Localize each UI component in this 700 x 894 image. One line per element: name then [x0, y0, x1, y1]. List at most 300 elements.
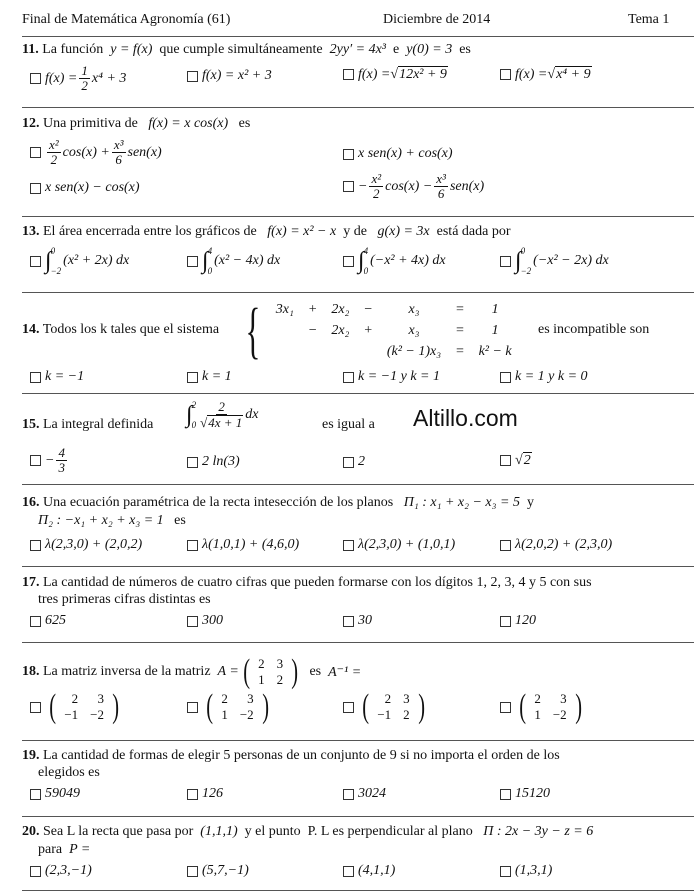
divider	[22, 292, 694, 293]
text: La matriz inversa de la matriz	[43, 664, 211, 679]
matrix-cell: 1	[258, 672, 265, 687]
system-cell	[357, 342, 378, 361]
lower-limit: 0	[363, 266, 369, 276]
q17-option-4[interactable]	[500, 613, 536, 629]
left-paren-icon: (	[519, 688, 527, 725]
denominator	[115, 153, 122, 167]
text: tres primeras cifras distintas es	[38, 592, 211, 607]
checkbox-icon[interactable]	[343, 372, 354, 383]
denominator	[81, 79, 88, 93]
q11-option-4[interactable]	[500, 66, 592, 83]
checkbox-icon[interactable]	[343, 181, 354, 192]
integral-sign-icon: ∫	[202, 248, 209, 274]
math: y(0) = 3	[406, 42, 453, 57]
q19-option-2[interactable]	[187, 786, 223, 802]
math-text: 2	[358, 454, 365, 469]
checkbox-icon[interactable]	[187, 71, 198, 82]
q19-option-4[interactable]	[500, 786, 550, 802]
question-number: 20.	[22, 824, 40, 839]
text: Sea L la recta que pasa por	[43, 824, 194, 839]
fraction	[79, 64, 90, 93]
radicand: 2	[523, 453, 531, 468]
divider	[22, 484, 694, 485]
q14-option-1[interactable]	[30, 369, 84, 385]
right-paren-icon: )	[112, 688, 120, 725]
denominator	[58, 461, 65, 475]
system-cell: =	[455, 302, 465, 317]
math-text: cos(x) −	[385, 178, 433, 194]
math: y = f(x)	[110, 42, 153, 57]
q18-option-2[interactable]	[187, 690, 273, 724]
math-text: 300	[202, 613, 223, 628]
math-text: (2,3,−1)	[45, 863, 92, 878]
question-16	[22, 495, 534, 511]
divider	[22, 642, 694, 643]
q13-option-1[interactable]	[30, 246, 129, 276]
system-cell	[270, 321, 300, 340]
math: Π₁ : x₁ + x₂ − x₃ = 5	[403, 495, 520, 510]
math-text: f(x) =	[45, 70, 78, 86]
math-text: k = 1 y k = 0	[515, 369, 588, 384]
q20-option-2[interactable]	[187, 863, 249, 879]
math-text: λ(2,3,0) + (2,0,2)	[45, 537, 143, 552]
left-paren-icon: (	[49, 688, 57, 725]
q20-option-3[interactable]	[343, 863, 395, 879]
checkbox-icon[interactable]	[187, 702, 198, 713]
q13-option-4[interactable]	[500, 246, 609, 276]
fraction	[112, 138, 126, 167]
system-cell: −	[307, 323, 318, 338]
math-text: x sen(x) − cos(x)	[45, 180, 140, 195]
checkbox-icon[interactable]	[30, 73, 41, 84]
upper-limit: 2	[191, 400, 197, 410]
math-text: 2 ln(3)	[202, 454, 240, 469]
divider	[22, 816, 694, 817]
right-paren-icon: )	[417, 688, 425, 725]
fraction	[200, 400, 243, 430]
system-cell: 1	[491, 302, 499, 317]
checkbox-icon[interactable]	[343, 256, 354, 267]
question-16-line2	[38, 513, 186, 529]
math-text: 2	[81, 78, 88, 93]
radicand: x⁴ + 9	[556, 67, 591, 82]
integral-expression	[186, 400, 258, 430]
matrix-a	[239, 655, 303, 689]
checkbox-icon[interactable]	[343, 540, 354, 551]
q15-option-3[interactable]	[343, 454, 365, 470]
math-text: x⁴ + 3	[91, 70, 127, 86]
matrix-cell: −1	[64, 707, 79, 722]
math-text: 126	[202, 786, 223, 801]
text: y de	[343, 224, 367, 239]
matrix-cell: −2	[239, 707, 254, 722]
matrix-table	[58, 691, 110, 723]
upper-limit: 0	[50, 246, 56, 256]
system-cell: =	[455, 323, 465, 338]
matrix-cell: −1	[377, 707, 392, 722]
numerator	[369, 172, 383, 187]
exam-theme: Tema 1	[628, 12, 670, 27]
question-19	[22, 748, 560, 764]
checkbox-icon[interactable]	[187, 372, 198, 383]
math-text: 15120	[515, 786, 550, 801]
math-text: x²	[49, 137, 59, 152]
radical-sign-icon: √	[390, 66, 399, 82]
checkbox-icon[interactable]	[500, 69, 511, 80]
right-paren-icon: )	[261, 688, 269, 725]
q11-option-1[interactable]	[30, 64, 126, 93]
limits	[51, 246, 62, 276]
divider	[22, 216, 694, 217]
question-20-line2	[38, 842, 90, 858]
system-cell: −	[363, 302, 373, 317]
matrix-row	[528, 707, 572, 723]
system-cell: +	[307, 302, 318, 317]
divider	[22, 740, 694, 741]
matrix-cell: 2	[384, 691, 392, 706]
matrix-row	[252, 656, 289, 672]
q17-option-1[interactable]	[30, 613, 66, 629]
upper-limit: 0	[520, 246, 526, 256]
checkbox-icon[interactable]	[30, 372, 41, 383]
system-cell: 2x₂	[331, 302, 350, 317]
question-12	[22, 116, 250, 132]
checkbox-icon[interactable]	[30, 183, 41, 194]
checkbox-icon[interactable]	[187, 616, 198, 627]
question-17	[22, 575, 592, 591]
math-text: 2	[218, 399, 225, 414]
watermark: Altillo.com	[413, 405, 518, 431]
checkbox-icon[interactable]	[343, 616, 354, 627]
math-text: x²	[371, 171, 382, 186]
radical-sign-icon: √	[515, 452, 523, 468]
math: g(x) = 3x	[377, 224, 430, 239]
radicand: 12x² + 9	[399, 67, 447, 82]
math-text: 625	[45, 613, 66, 628]
limits	[521, 246, 532, 276]
integral-sign-icon: ∫	[515, 248, 522, 274]
q19-option-1[interactable]	[30, 786, 80, 802]
math-text: (4,1,1)	[358, 863, 396, 878]
system-row	[270, 300, 518, 319]
math: A =	[217, 664, 239, 679]
question-number: 11.	[22, 42, 39, 57]
q16-option-2[interactable]	[187, 537, 299, 553]
text: elegidos es	[38, 765, 100, 780]
math: Π₂ : −x₁ + x₂ + x₃ = 1	[38, 513, 164, 528]
matrix-cell: 2	[534, 691, 541, 706]
math-text: −	[45, 452, 55, 468]
question-number: 13.	[22, 224, 40, 239]
matrix-cell: 3	[403, 691, 410, 706]
integral-sign-icon: ∫	[45, 248, 52, 274]
q12-option-3[interactable]	[30, 180, 140, 196]
matrix-table	[252, 656, 289, 688]
matrix-cell: 3	[247, 691, 254, 706]
left-paren-icon: (	[243, 653, 250, 690]
checkbox-icon[interactable]	[500, 616, 511, 627]
right-paren-icon: )	[291, 653, 299, 690]
system-cell: 2x₂	[331, 323, 350, 338]
q16-option-4[interactable]	[500, 537, 612, 553]
math-text: 120	[515, 613, 536, 628]
divider	[22, 566, 694, 567]
math-text: f(x) = x² + 3	[202, 68, 272, 83]
checkbox-icon[interactable]	[30, 616, 41, 627]
matrix-row	[215, 707, 259, 723]
system-cell	[302, 342, 323, 361]
question-14	[22, 322, 219, 338]
math: A⁻¹ =	[328, 664, 362, 680]
integral	[202, 246, 212, 276]
math-text: 6	[115, 152, 122, 167]
numerator	[112, 138, 126, 153]
math-text: (−x² − 2x) dx	[533, 253, 609, 268]
checkbox-icon[interactable]	[343, 149, 354, 160]
matrix	[204, 690, 271, 724]
q15-option-2[interactable]	[187, 454, 240, 470]
question-13	[22, 224, 511, 240]
exam-date: Diciembre de 2014	[383, 12, 491, 27]
fraction	[369, 172, 383, 201]
checkbox-icon[interactable]	[30, 455, 41, 466]
checkbox-icon[interactable]	[187, 866, 198, 877]
checkbox-icon[interactable]	[30, 256, 41, 267]
matrix-cell: 3	[276, 656, 284, 671]
radical-sign-icon: √	[547, 66, 556, 82]
math-text: x³	[113, 137, 124, 152]
left-paren-icon: (	[362, 688, 370, 725]
text: es igual a	[322, 417, 375, 432]
math-text: 3024	[358, 786, 386, 801]
math-text: λ(2,3,0) + (1,0,1)	[358, 537, 456, 552]
matrix-row	[58, 691, 110, 707]
left-paren-icon: (	[206, 688, 214, 725]
checkbox-icon[interactable]	[500, 372, 511, 383]
math-text: 6	[437, 186, 445, 201]
divider	[22, 36, 694, 37]
math-text: k = 1	[202, 369, 232, 384]
course-title: Final de Matemática Agronomía (61)	[22, 12, 231, 27]
divider	[22, 393, 694, 394]
q18-option-3[interactable]	[343, 690, 429, 724]
text: e	[393, 42, 400, 57]
question-number: 19.	[22, 748, 40, 763]
math-text: k = −1 y k = 1	[358, 369, 440, 384]
checkbox-icon[interactable]	[500, 256, 511, 267]
integral-sign-icon: ∫	[186, 402, 193, 428]
system-cell: k² − k	[478, 344, 512, 359]
q13-option-2[interactable]	[187, 246, 280, 276]
checkbox-icon[interactable]	[343, 866, 354, 877]
q16-option-1[interactable]	[30, 537, 142, 553]
right-paren-icon: )	[574, 688, 582, 725]
q12-option-2[interactable]	[343, 146, 453, 162]
question-18	[22, 655, 361, 689]
linear-system	[238, 298, 520, 363]
text: es	[309, 664, 322, 679]
matrix-row	[371, 707, 415, 723]
radicand: 4x + 1	[208, 415, 243, 430]
checkbox-icon[interactable]	[500, 789, 511, 800]
q19-option-3[interactable]	[343, 786, 386, 802]
math-text: cos(x) +	[62, 144, 110, 160]
question-number: 15.	[22, 417, 40, 432]
matrix-cell: 2	[258, 656, 265, 671]
denominator	[200, 415, 243, 430]
system-cell: =	[455, 344, 465, 359]
system-cell: 3x₁	[275, 302, 294, 317]
math: P =	[69, 842, 91, 857]
q12-option-4[interactable]	[343, 172, 484, 201]
math-text: (x² − 4x) dx	[214, 253, 281, 268]
integral	[515, 246, 531, 276]
checkbox-icon[interactable]	[343, 69, 354, 80]
math-text: x³	[436, 171, 446, 186]
math-text: f(x) =	[515, 66, 548, 82]
matrix	[360, 690, 427, 724]
system-row	[270, 342, 518, 361]
q15-option-4[interactable]	[500, 452, 532, 469]
system-table	[268, 298, 520, 363]
fraction	[56, 446, 67, 475]
q12-option-1[interactable]	[30, 138, 162, 167]
math-text: sen(x)	[449, 178, 485, 194]
text: es	[174, 513, 186, 528]
fraction	[434, 172, 448, 201]
question-number: 18.	[22, 664, 40, 679]
math-text: (x² + 2x) dx	[63, 253, 130, 268]
text: Una primitiva de	[43, 116, 138, 131]
q20-option-1[interactable]	[30, 863, 92, 879]
text: El área encerrada entre los gráficos de	[43, 224, 257, 239]
q17-option-3[interactable]	[343, 613, 372, 629]
radical-sign-icon: √	[200, 414, 208, 430]
q14-option-3[interactable]	[343, 369, 440, 385]
matrix	[47, 690, 121, 724]
q15-option-1[interactable]	[30, 446, 69, 475]
checkbox-icon[interactable]	[500, 455, 511, 466]
checkbox-icon[interactable]	[30, 702, 41, 713]
question-number: 17.	[22, 575, 40, 590]
system-cell	[270, 342, 300, 361]
math-text: 59049	[45, 786, 80, 801]
divider	[22, 107, 694, 108]
matrix-row	[215, 691, 259, 707]
text: está dada por	[436, 224, 511, 239]
system-cell: (k² − 1)x₃	[386, 344, 442, 359]
question-number: 14.	[22, 322, 40, 337]
text: P. L es perpendicular al plano	[307, 824, 473, 839]
text: La función	[42, 42, 104, 57]
math-text: dx	[245, 407, 259, 422]
upper-limit: 4	[363, 246, 369, 256]
math-text: −	[358, 178, 368, 194]
integral	[358, 246, 368, 276]
q20-option-4[interactable]	[500, 863, 552, 879]
math: Π : 2x − 3y − z = 6	[483, 824, 594, 839]
checkbox-icon[interactable]	[500, 866, 511, 877]
checkbox-icon[interactable]	[500, 540, 511, 551]
math-text: k = −1	[45, 369, 85, 384]
matrix-row	[371, 691, 415, 707]
q11-option-3[interactable]	[343, 66, 448, 83]
matrix-cell: 2	[276, 672, 284, 687]
fraction	[47, 138, 61, 167]
math-text: sen(x)	[127, 144, 162, 160]
matrix-cell: 2	[403, 707, 410, 722]
math-text: 2	[50, 152, 58, 167]
system-cell: +	[363, 323, 373, 338]
matrix-table	[371, 691, 415, 723]
square-root	[390, 66, 448, 83]
checkbox-icon[interactable]	[187, 457, 198, 468]
q17-option-2[interactable]	[187, 613, 223, 629]
text: es incompatible son	[538, 322, 650, 337]
checkbox-icon[interactable]	[343, 789, 354, 800]
matrix-cell: 3	[560, 691, 567, 706]
lower-limit: −2	[520, 266, 532, 276]
checkbox-icon[interactable]	[187, 540, 198, 551]
checkbox-icon[interactable]	[30, 540, 41, 551]
checkbox-icon[interactable]	[187, 256, 198, 267]
math-text: λ(2,0,2) + (2,3,0)	[515, 537, 613, 552]
limits	[208, 246, 213, 276]
matrix-cell: 1	[534, 707, 541, 722]
checkbox-icon[interactable]	[187, 789, 198, 800]
q14-option-4[interactable]	[500, 369, 588, 385]
q18-option-1[interactable]	[30, 690, 123, 724]
checkbox-icon[interactable]	[30, 147, 41, 158]
divider	[22, 890, 694, 891]
math-text: 2	[373, 186, 380, 201]
math-text: (5,7,−1)	[202, 863, 249, 878]
text: Todos los k tales que el sistema	[42, 322, 220, 337]
math: 2yy′ = 4x³	[329, 42, 386, 57]
denominator	[438, 187, 445, 201]
checkbox-icon[interactable]	[30, 789, 41, 800]
square-root	[200, 415, 243, 430]
checkbox-icon[interactable]	[30, 866, 41, 877]
q14-option-2[interactable]	[187, 369, 232, 385]
checkbox-icon[interactable]	[343, 457, 354, 468]
lower-limit: 0	[207, 266, 213, 276]
upper-limit: 4	[207, 246, 213, 256]
math-text: x sen(x) + cos(x)	[358, 146, 453, 161]
q16-option-3[interactable]	[343, 537, 455, 553]
math-text: (−x² + 4x) dx	[370, 253, 446, 268]
checkbox-icon[interactable]	[343, 702, 354, 713]
matrix	[517, 690, 584, 724]
matrix-cell: −2	[552, 707, 567, 722]
q11-option-2[interactable]	[187, 68, 272, 84]
math-text: 4	[58, 445, 65, 460]
matrix-cell: 1	[221, 707, 228, 722]
text: es	[459, 42, 471, 57]
denominator	[373, 187, 380, 201]
integral-sign-icon: ∫	[358, 248, 365, 274]
question-15	[22, 417, 153, 433]
text: es	[238, 116, 251, 131]
denominator	[51, 153, 58, 167]
matrix-cell: −2	[90, 707, 105, 722]
text: La cantidad de números de cuatro cifras que pueden formarse con los dígitos 1, 2, 3, 4 y 5 con sus	[43, 575, 592, 590]
q18-option-4[interactable]	[500, 690, 586, 724]
matrix	[241, 655, 301, 689]
checkbox-icon[interactable]	[500, 702, 511, 713]
q13-option-3[interactable]	[343, 246, 446, 276]
question-number: 12.	[22, 116, 40, 131]
